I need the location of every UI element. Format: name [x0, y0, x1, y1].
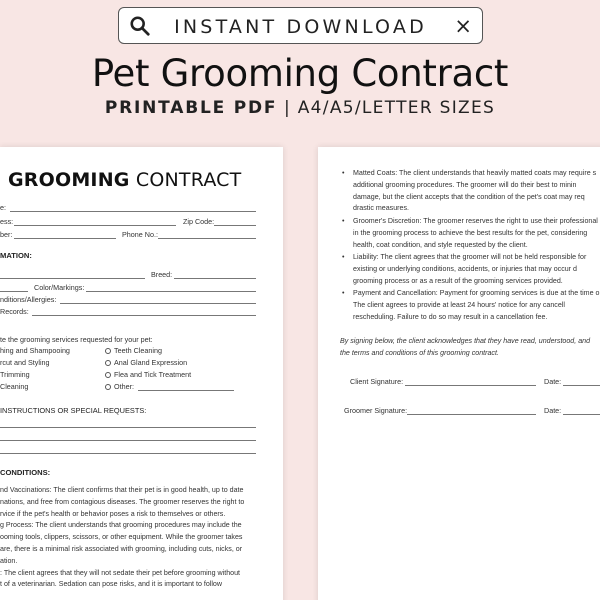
bullet-line: damage, but the client accepts that the condition of the pet's coat may req [353, 192, 585, 201]
contract-page-2 [318, 147, 600, 600]
service-haircut: rcut and Styling [0, 358, 50, 367]
bullet-liability [353, 252, 586, 287]
instructions-line-3[interactable] [0, 453, 256, 454]
conditions-line: nd Vaccinations: The client confirms that their pet is in good health, up to date [0, 486, 244, 494]
agreement-line: By signing below, the client acknowledges that they have read, understood, and [340, 337, 591, 345]
field-line-other[interactable] [138, 390, 234, 391]
groomer-date-label: Date: [544, 406, 562, 415]
field-line-name[interactable] [10, 211, 256, 212]
close-icon[interactable]: × [454, 14, 472, 38]
bullet-line: additional grooming procedures. The groomer will do their best to minin [353, 180, 577, 189]
field-label-number: ber: [0, 230, 13, 239]
conditions-line: : The client agrees that they will not sedate their pet before grooming without [0, 568, 241, 577]
field-line-conditions[interactable] [60, 303, 256, 304]
checkbox-icon[interactable] [105, 372, 111, 378]
service-other[interactable] [105, 382, 134, 391]
client-signature-line[interactable] [405, 385, 536, 386]
field-label-zip: Zip Code: [183, 217, 215, 226]
field-label-records: Records: [0, 307, 29, 316]
bullet-dot: • [342, 217, 345, 225]
bullet-line: Groomer's Discretion: The groomer reserves the right to use their professional [353, 217, 598, 225]
groomer-signature-label: Groomer Signature: [344, 406, 408, 415]
bullet-line: The client agrees to provide at least 24 hours' notice for any cancell [353, 300, 565, 309]
service-bathing: hing and Shampooing [0, 346, 70, 355]
bullet-line: health, coat condition, and style requested by the client. [353, 240, 528, 249]
field-line-zip[interactable] [214, 225, 256, 226]
service-other-label: Other: [114, 382, 134, 391]
service-nail-trimming: Trimming [0, 370, 30, 379]
field-line-color[interactable] [86, 291, 256, 292]
service-anal-gland-label: Anal Gland Expression [114, 358, 188, 367]
service-ear-cleaning: Cleaning [0, 382, 29, 391]
pet-info-heading: MATION: [0, 251, 32, 260]
service-teeth-label: Teeth Cleaning [114, 346, 162, 355]
service-anal-gland[interactable] [105, 358, 187, 367]
bullet-groomer-discretion [353, 216, 598, 251]
conditions-line: ooming tools, clippers, scissors, or other equipment. While the groomer takes [0, 533, 243, 542]
service-flea-tick[interactable] [105, 370, 191, 379]
field-line-records[interactable] [32, 315, 256, 316]
field-label-breed: Breed: [151, 270, 173, 279]
agreement-text [340, 335, 590, 359]
field-label-address: ess: [0, 217, 14, 226]
contract-title-bold: GROOMING [8, 169, 130, 191]
conditions-line: are, there is a minimal risk associated with grooming, including cuts, nicks, or [0, 544, 243, 553]
conditions-text [0, 485, 244, 591]
bullet-line: Matted Coats: The client understands that heavily matted coats may require s [353, 169, 597, 177]
service-flea-tick-label: Flea and Tick Treatment [114, 370, 192, 379]
bullet-line: Payment and Cancellation: Payment for grooming services is due at the time o [353, 289, 600, 297]
conditions-line: rvice if the pet's health or behavior poses a risk to themselves or others. [0, 509, 226, 518]
field-label-name: e: [0, 203, 6, 212]
bullet-line: rescheduling. Failure to do so may result in a cancellation fee. [353, 312, 548, 321]
services-intro: te the grooming services requested for your pet: [0, 335, 153, 344]
field-line-number[interactable] [14, 238, 116, 239]
contract-title [8, 169, 241, 191]
bullet-dot: • [342, 253, 345, 261]
field-line-breed[interactable] [174, 278, 256, 279]
conditions-line: ation. [0, 556, 18, 565]
client-date-line[interactable] [563, 385, 600, 386]
client-date-label: Date: [544, 377, 562, 386]
service-teeth[interactable] [105, 346, 162, 355]
field-line-address[interactable] [14, 225, 176, 226]
checkbox-icon[interactable] [105, 384, 111, 390]
search-text: INSTANT DOWNLOAD [174, 16, 427, 38]
subtitle-bold: PRINTABLE PDF [104, 98, 278, 118]
conditions-line: g Process: The client understands that grooming procedures may include the [0, 521, 242, 530]
contract-title-rest: CONTRACT [129, 169, 242, 191]
bullet-dot: • [342, 169, 345, 177]
bullet-line: Liability: The client agrees that the groomer will not be held responsible for [353, 253, 587, 261]
bullet-line: drastic measures. [353, 204, 409, 213]
field-line-age[interactable] [0, 291, 28, 292]
conditions-line: nations, and free from contagious diseases. The groomer reserves the right to [0, 497, 245, 506]
field-line-pet-name[interactable] [0, 278, 145, 279]
instructions-line-2[interactable] [0, 440, 256, 441]
client-signature-label: Client Signature: [350, 377, 404, 386]
instructions-heading: INSTRUCTIONS OR SPECIAL REQUESTS: [0, 406, 147, 415]
bullet-matted-coats [353, 168, 596, 215]
instructions-line-1[interactable] [0, 427, 256, 428]
subtitle-sizes: A4/A5/LETTER SIZES [297, 98, 496, 118]
search-bar[interactable] [118, 7, 483, 44]
page-subtitle [0, 98, 600, 118]
page-title: Pet Grooming Contract [91, 52, 509, 95]
agreement-line: the terms and conditions of this grooming contract. [340, 349, 499, 357]
bullet-dot: • [342, 289, 345, 297]
contract-page-1 [0, 147, 283, 600]
field-line-phone[interactable] [158, 238, 256, 239]
field-label-conditions: nditions/Allergies: [0, 295, 57, 304]
subtitle-separator: | [277, 98, 298, 118]
bullet-payment [353, 288, 599, 323]
groomer-signature-line[interactable] [407, 414, 536, 415]
checkbox-icon[interactable] [105, 360, 111, 366]
bullet-line: existing or underlying conditions, accidents, or injuries that may occur d [353, 264, 577, 273]
field-label-color: Color/Markings: [34, 283, 85, 292]
field-label-phone: Phone No.: [122, 230, 158, 239]
bullet-line: in the grooming process to achieve the best results for the pet, considering [353, 228, 588, 237]
conditions-heading: CONDITIONS: [0, 468, 51, 477]
groomer-date-line[interactable] [563, 414, 600, 415]
conditions-line: t of a veterinarian. Sedation can pose risks, and it is important to follow [0, 580, 222, 589]
checkbox-icon[interactable] [105, 348, 111, 354]
bullet-line: grooming process or as a result of the grooming services provided. [353, 276, 563, 285]
